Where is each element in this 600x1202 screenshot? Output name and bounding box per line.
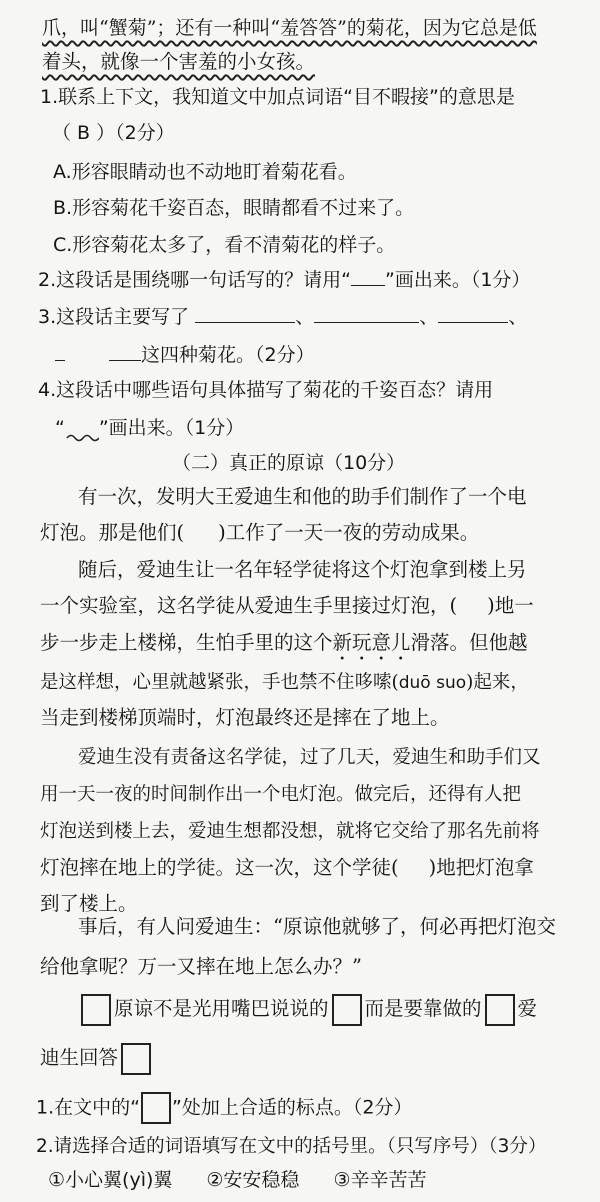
text: 一个实验室，这名学徒从爱迪生手里接过灯泡，( — [40, 594, 458, 617]
text: )工作了一天一夜的劳动成果。 — [218, 521, 480, 544]
text: 爱 — [517, 997, 538, 1020]
paragraph-2-line-5: 当走到楼梯顶端时，灯泡最终还是摔在了地上。 — [40, 706, 450, 729]
answer-blank-4a[interactable] — [55, 344, 65, 361]
paragraph-2-line-1: 随后，爱迪生让一名年轻学徒将这个灯泡拿到楼上另 — [78, 558, 527, 581]
underline-sample — [351, 269, 385, 286]
text: )地一 — [487, 594, 534, 617]
text: 迪生回答 — [40, 1046, 119, 1069]
word-option-3: ③辛辛苦苦 — [333, 1169, 427, 1191]
question-2-after: ”画出来。（1分） — [384, 269, 531, 291]
question-3 — [38, 305, 527, 329]
question-3-cont — [55, 343, 315, 367]
text: ”处加上合适的标点。（2分） — [171, 1096, 413, 1119]
paragraph-1-line-1: 有一次，发明大王爱迪生和他的助手们制作了一个电 — [78, 485, 527, 508]
paragraph-1-line-2 — [40, 521, 479, 545]
section-title: （二）真正的原谅（10分） — [172, 452, 406, 474]
option-a: A.形容眼睛动也不动地盯着菊花看。 — [53, 161, 357, 183]
passage-line-1: 爪，叫“蟹菊”；还有一种叫“羞答答”的菊花，因为它总是低 — [42, 17, 537, 39]
paragraph-4-line-2: 给他拿呢？万一又摔在地上怎么办？” — [40, 955, 362, 978]
paragraph-5-line-2 — [40, 1042, 154, 1075]
question-3-before: 3.这段话主要写了 — [38, 306, 190, 328]
paragraph-2-line-3 — [40, 631, 528, 665]
passage-line-2: 着头，就像一个害羞的小女孩。 — [42, 50, 316, 73]
section2-question-2: 2.请选择合适的词语填写在文中的括号里。（只写序号）（3分） — [36, 1136, 547, 1157]
separator: 、 — [419, 306, 439, 328]
box-symbol — [141, 1092, 171, 1124]
punctuation-box-3[interactable] — [485, 994, 515, 1026]
separator: 、 — [295, 306, 315, 328]
paragraph-3-line-1: 爱迪生没有责备这名学徒，过了几天，爱迪生和助手们又 — [78, 747, 541, 768]
option-b: B.形容菊花千姿百态，眼睛都看不过来了。 — [53, 197, 415, 219]
question-2 — [38, 268, 530, 292]
paragraph-4-line-1: 事后，有人问爱迪生：“原谅他就够了，何必再把灯泡交 — [78, 915, 556, 938]
text: 是这样想，心里就越紧张，手也禁不住哆嗦( — [40, 672, 399, 693]
question-1-answer: （ B ）（2分） — [52, 122, 175, 144]
punctuation-box-2[interactable] — [332, 994, 362, 1026]
paragraph-3-line-2: 用一天一夜的时间制作出一个电灯泡。做完后，还得有人把 — [40, 784, 522, 805]
question-4-cont — [55, 416, 244, 442]
paragraph-3-line-3: 灯泡送到楼上去，爱迪生想都没想，就将它交给了那名先前将 — [40, 821, 540, 842]
answer-blank-3[interactable] — [438, 306, 508, 323]
paragraph-3-line-5: 到了楼上。 — [40, 892, 138, 915]
question-4-text: 4.这段话中哪些语句具体描写了菊花的千姿百态？请用 — [38, 379, 494, 401]
text: 灯泡。那是他们( — [40, 521, 185, 544]
answer-blank-1[interactable] — [195, 306, 295, 323]
word-option-2: ②安安稳稳 — [206, 1169, 300, 1191]
emphasized-word: 新玩意儿 — [332, 631, 411, 654]
text: )地把灯泡拿 — [428, 856, 534, 879]
paragraph-2-line-4 — [40, 671, 529, 695]
separator: 、 — [508, 306, 528, 328]
text: 步一步走上楼梯，生怕手里的这个 — [40, 631, 333, 654]
wavy-line-sample — [65, 428, 99, 442]
text: 原谅不是光用嘴巴说说的 — [114, 997, 329, 1020]
question-2-before: 2.这段话是围绕哪一句话写的？请用“ — [38, 269, 351, 291]
pinyin: duō suo — [398, 673, 467, 693]
question-1-text: 1.联系上下文，我知道文中加点词语“目不暇接”的意思是 — [40, 86, 515, 108]
answer-blank-2[interactable] — [314, 306, 419, 323]
answer-blank-4b[interactable] — [109, 344, 141, 361]
punctuation-box-1[interactable] — [81, 994, 111, 1026]
text: 1.在文中的“ — [36, 1096, 140, 1119]
question-3-after: 这四种菊花。（2分） — [141, 344, 315, 366]
paragraph-3-line-4 — [40, 856, 534, 880]
word-option-1: ①小心翼(yì)翼 — [48, 1169, 173, 1191]
text: 而是要靠做的 — [364, 997, 482, 1020]
open-quote: “ — [55, 417, 65, 439]
text: )起来， — [466, 672, 529, 693]
section2-question-1 — [36, 1092, 412, 1124]
text: 灯泡摔在地上的学徒。这一次，这个学徒( — [40, 856, 399, 879]
word-options — [48, 1168, 460, 1192]
paragraph-5-line-1 — [78, 993, 537, 1026]
punctuation-box-4[interactable] — [121, 1043, 151, 1075]
paragraph-2-line-2 — [40, 594, 534, 618]
text: 滑落。但他越 — [410, 631, 528, 654]
question-4-after: ”画出来。（1分） — [98, 417, 245, 439]
option-c: C.形容菊花太多了，看不清菊花的样子。 — [53, 234, 396, 256]
